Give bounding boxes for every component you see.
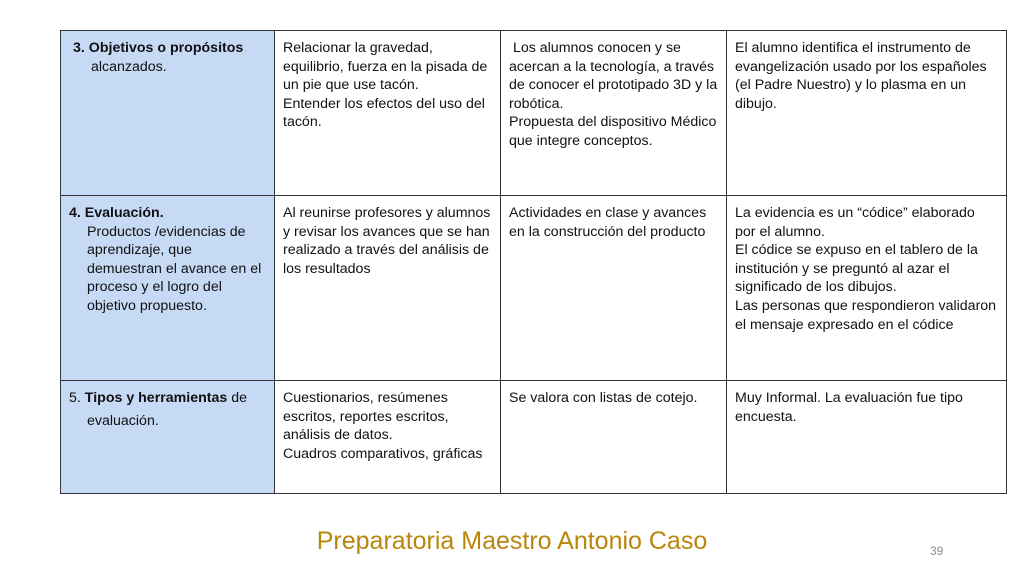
- page-number: 39: [930, 544, 944, 558]
- row-label-subtext: alcanzados.: [91, 58, 167, 75]
- table-cell: [501, 381, 727, 494]
- row-header-cell: [61, 196, 275, 381]
- table-body: [61, 31, 1007, 494]
- row-label-bold: Tipos y herramientas: [84, 390, 228, 406]
- row-number: 4.: [69, 205, 81, 221]
- cell-text: Se valora con listas de cotejo.: [509, 390, 698, 406]
- cell-text: Las personas que respondieron validaron el mensaje expresado en el códice: [735, 297, 1001, 333]
- row-header-title: [73, 39, 266, 58]
- row-header-title: [69, 389, 266, 408]
- cell-text: Actividades en clase y avances en la construcción del producto: [509, 205, 711, 240]
- table-cell: [501, 196, 727, 381]
- cell-text: El alumno identifica el instrumento de evangelización usado por los españoles (el Padre Nuestro) y lo plasma en un dibujo.: [735, 40, 991, 112]
- cell-text: La evidencia es un “códice” elaborado por el alumno.: [735, 205, 979, 240]
- table-cell: [727, 381, 1007, 494]
- table-row: [61, 196, 1007, 381]
- table-cell: [275, 31, 501, 196]
- row-label-bold: Objetivos o propósitos: [88, 40, 244, 56]
- row-label-subtext: Productos /evidencias de aprendizaje, que demuestran el avance en el proceso y el logro del objetivo propuesto.: [87, 223, 262, 314]
- row-label-bold: Evaluación.: [84, 205, 164, 221]
- cell-text: Muy Informal. La evaluación fue tipo encuesta.: [735, 390, 967, 425]
- table-cell: [727, 31, 1007, 196]
- cell-text: Cuestionarios, resúmenes escritos, reportes escritos, análisis de datos.: [283, 390, 453, 444]
- row-header-title: [69, 204, 266, 223]
- evaluation-table: [60, 30, 1007, 494]
- row-label-rest: de: [227, 390, 247, 406]
- row-header-cell: [61, 31, 275, 196]
- cell-text: Relacionar la gravedad, equilibrio, fuerza en la pisada de un pie que use tacón.: [283, 40, 492, 94]
- cell-text: Propuesta del dispositivo Médico que integre conceptos.: [509, 114, 721, 149]
- footer-title: Preparatoria Maestro Antonio Caso: [316, 527, 708, 555]
- cell-text: Los alumnos conocen y se acercan a la tecnología, a través de conocer el prototipado 3D y la robótica.: [509, 40, 722, 112]
- row-label-subtext: evaluación.: [87, 412, 159, 429]
- table-cell: [275, 196, 501, 381]
- table-row: [61, 381, 1007, 494]
- table-cell: [275, 381, 501, 494]
- table-row: [61, 31, 1007, 196]
- table-cell: [501, 31, 727, 196]
- cell-text: Al reunirse profesores y alumnos y revisar los avances que se han realizado a través del análisis de los resultados: [283, 205, 495, 277]
- cell-text: Cuadros comparativos, gráficas: [283, 445, 483, 462]
- row-number: 3.: [73, 40, 85, 56]
- row-number: 5.: [69, 390, 81, 406]
- table-cell: [727, 196, 1007, 381]
- row-header-cell: [61, 381, 275, 494]
- cell-text: El códice se expuso en el tablero de la institución y se preguntó al azar el significado de los dibujos.: [735, 242, 982, 296]
- cell-text: Entender los efectos del uso del tacón.: [283, 95, 489, 131]
